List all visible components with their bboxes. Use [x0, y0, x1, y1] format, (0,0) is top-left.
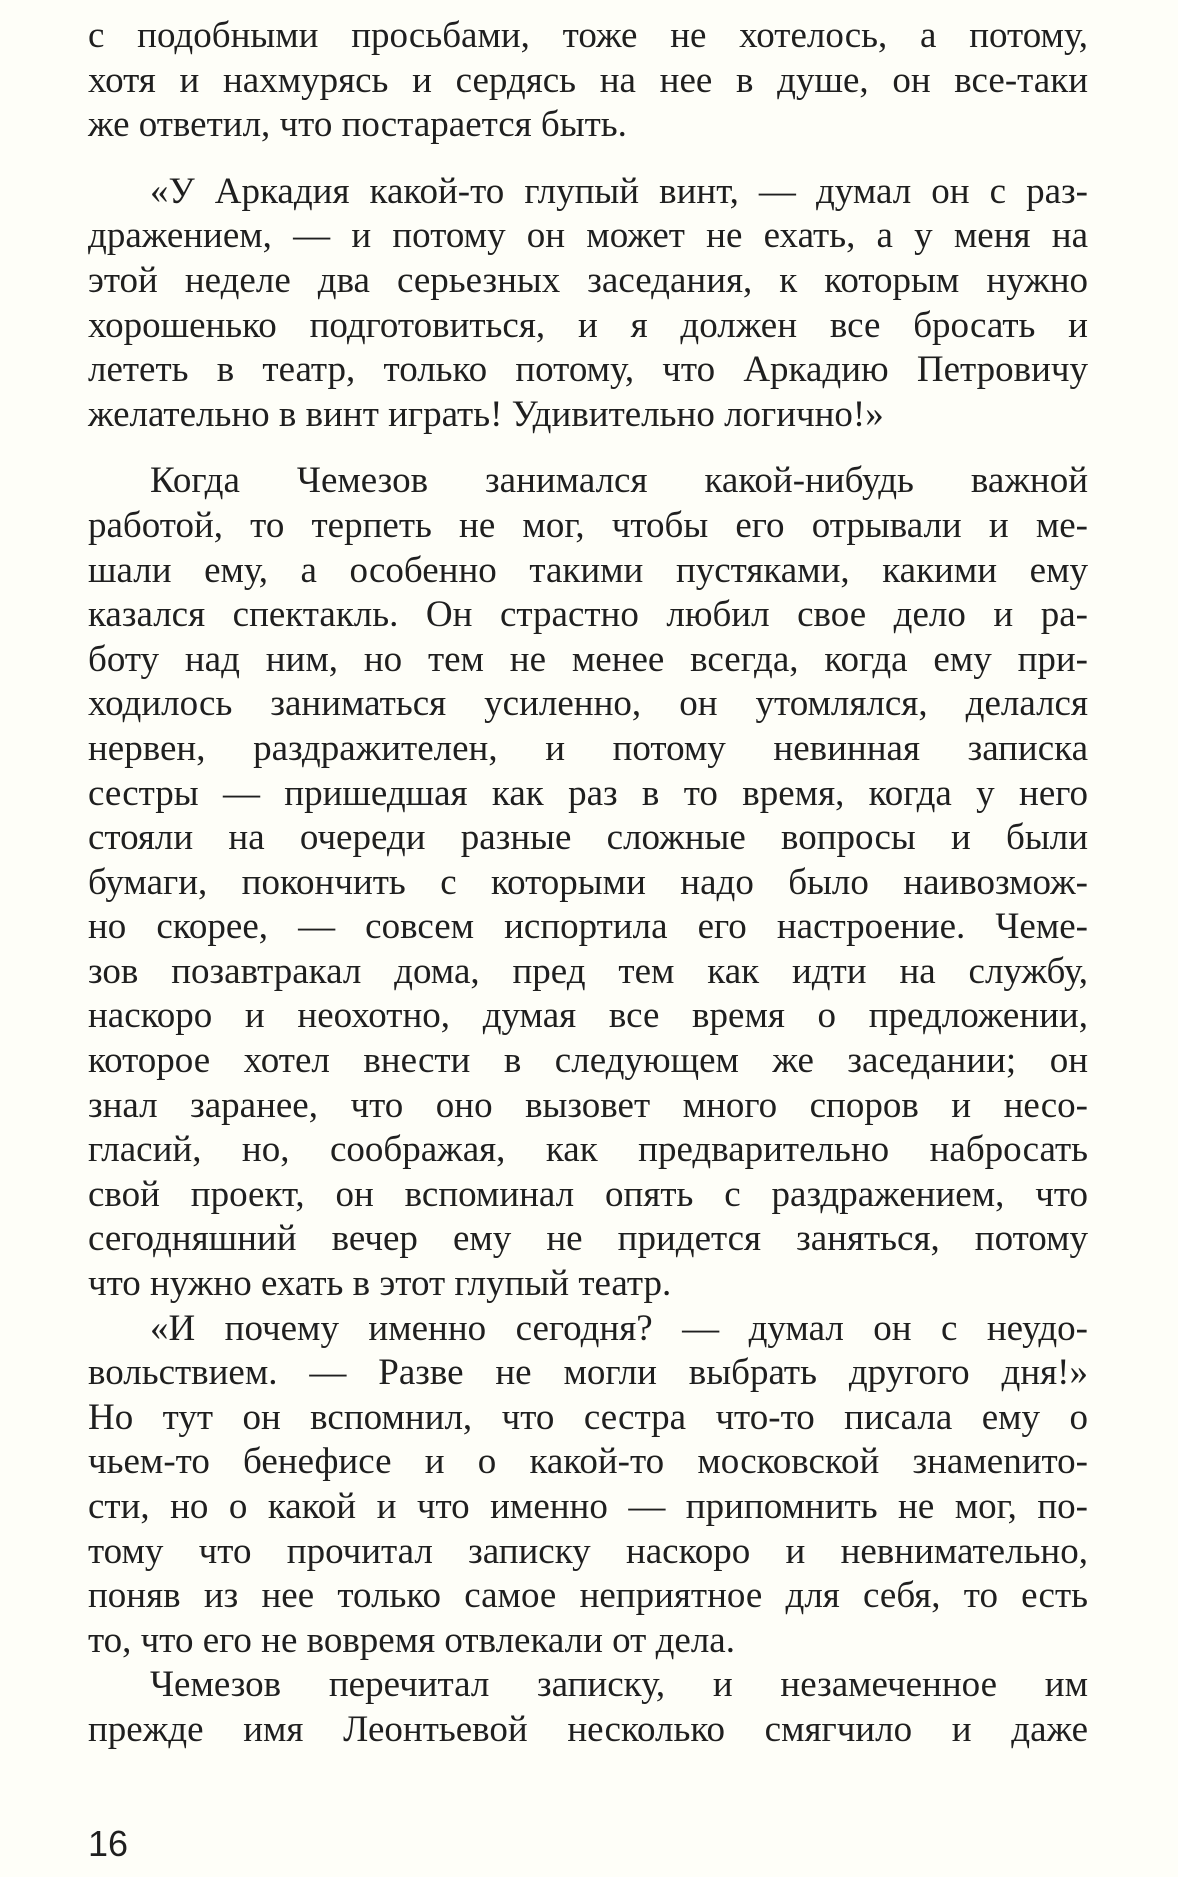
- text-line: боту над ним, но тем не менее всегда, когда ему при-: [88, 638, 1088, 680]
- text-line: казался спектакль. Он страстно любил свое дело и ра-: [88, 594, 1088, 636]
- text-line: «И почему именно сегодня? — думал он с неудо-: [150, 1307, 1088, 1349]
- text-line: которое хотел внести в следующем же заседании; он: [88, 1040, 1088, 1082]
- text-line: что нужно ехать в этот глупый театр.: [88, 1263, 672, 1305]
- text-line: нервен, раздражителен, и потому невинная записка: [88, 727, 1088, 769]
- text-line: свой проект, он вспоминал опять с раздражением, что: [88, 1173, 1088, 1215]
- text-line: то, что его не вовремя отвлекали от дела.: [88, 1619, 735, 1661]
- paragraph-gap: [88, 148, 1088, 170]
- text-line: вольствием. — Разве не могли выбрать другого дня!»: [88, 1352, 1088, 1394]
- text-line: Но тут он вспомнил, что сестра что-то писала ему о: [88, 1396, 1088, 1438]
- text-line: работой, то терпеть не мог, чтобы его отрывали и ме-: [88, 504, 1088, 546]
- text-line: лететь в театр, только потому, что Аркадию Петровичу: [88, 349, 1088, 391]
- text-line: прежде имя Леонтьевой несколько смягчило и даже: [88, 1708, 1088, 1750]
- paragraph-5: [88, 1663, 1088, 1752]
- text-line: стояли на очереди разные сложные вопросы и были: [88, 817, 1088, 859]
- paragraph-4: [88, 1307, 1088, 1664]
- paragraph-2: [88, 170, 1088, 438]
- paragraph-3: [88, 459, 1088, 1306]
- text-line: Когда Чемезов занимался какой-нибудь важной: [150, 460, 1088, 502]
- text-line: чьем-то бенефисе и о какой-то московской знамenито-: [88, 1441, 1088, 1483]
- body-text: [88, 14, 1088, 1753]
- text-line: знал заранее, что оно вызовет много споров и несо-: [88, 1084, 1088, 1126]
- text-line: Чемезов перечитал записку, и незамеченное им: [150, 1664, 1088, 1706]
- text-line: хотя и нахмурясь и сердясь на нее в душе, он все-таки: [88, 59, 1088, 101]
- text-line: поняв из нее только самое неприятное для себя, то есть: [88, 1575, 1088, 1617]
- text-line: хорошенько подготовиться, и я должен все бросать и: [88, 304, 1088, 346]
- text-line: шали ему, а особенно такими пустяками, какими ему: [88, 549, 1088, 591]
- text-line: тому что прочитал записку наскоро и невнимательно,: [88, 1530, 1088, 1572]
- text-line: этой неделе два серьезных заседания, к которым нужно: [88, 259, 1088, 301]
- text-line: «У Аркадия какой-то глупый винт, — думал он с раз-: [150, 170, 1088, 212]
- text-line: но скорее, — совсем испортила его настроение. Чеме-: [88, 906, 1088, 948]
- text-line: желательно в винт играть! Удивительно логично!»: [88, 393, 884, 435]
- paragraph-1: [88, 14, 1088, 148]
- text-line: гласий, но, соображая, как предварительно набросать: [88, 1129, 1088, 1171]
- text-line: с подобными просьбами, тоже не хотелось, а потому,: [88, 15, 1088, 56]
- text-line: сестры — пришедшая как раз в то время, когда у него: [88, 772, 1088, 814]
- text-line: ходилось заниматься усиленно, он утомлялся, делался: [88, 683, 1088, 725]
- text-line: наскоро и неохотно, думая все время о предложении,: [88, 995, 1088, 1037]
- page-number: 16: [88, 1823, 129, 1864]
- paragraph-gap: [88, 437, 1088, 459]
- text-line: же ответил, что постарается быть.: [88, 104, 627, 146]
- text-line: зов позавтракал дома, пред тем как идти на службу,: [88, 950, 1088, 992]
- text-line: бумаги, покончить с которыми надо было наивозмож-: [88, 861, 1088, 903]
- text-line: сегодняшний вечер ему не придется заняться, потому: [88, 1218, 1088, 1260]
- text-line: дражением, — и потому он может не ехать, а у меня на: [88, 215, 1088, 257]
- text-line: сти, но о какой и что именно — припомнить не мог, по-: [88, 1486, 1088, 1527]
